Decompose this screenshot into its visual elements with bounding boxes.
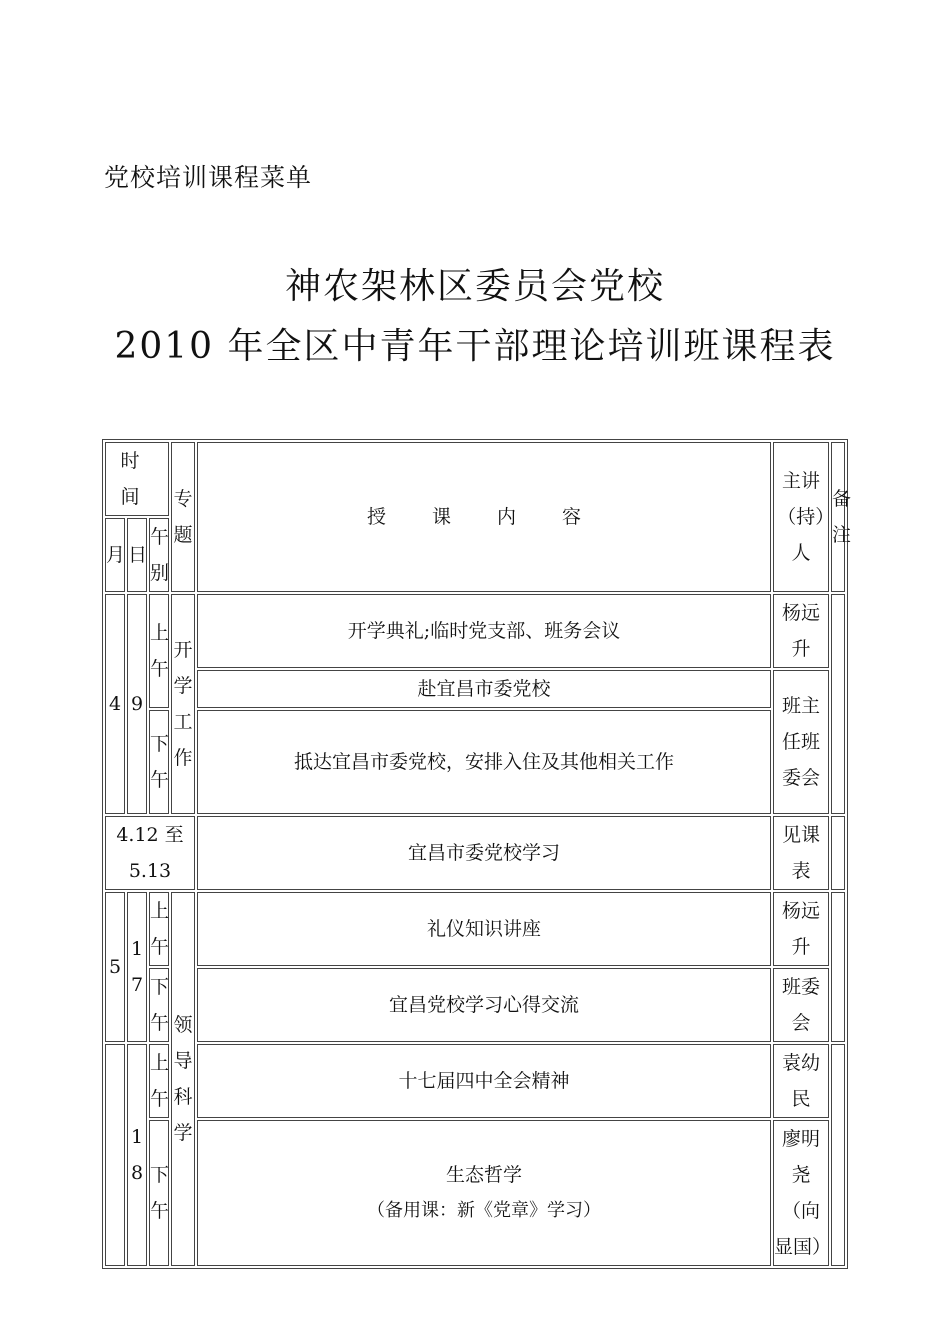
course-content: 开学典礼;临时党支部、班务会议 [197,594,771,668]
course-speaker: 廖明尧（向显国） [773,1120,829,1266]
note-cell [831,594,845,814]
course-speaker: 班主任班委会 [773,670,829,814]
topic-leadership: 领导科学 [171,892,195,1266]
document-heading: 党校培训课程菜单 [104,163,313,192]
course-speaker: 杨远升 [773,594,829,668]
course-speaker: 杨远升 [773,892,829,966]
document-title-line-2: 2010 年全区中青年干部理论培训班课程表 [114,326,836,367]
header-content: 授 课 内 容 [197,442,771,592]
note-cell [831,816,845,890]
course-content: 赴宜昌市委党校 [197,670,771,708]
month-cell: 4 [105,594,125,814]
header-note: 备注 [831,442,845,592]
period-pm: 下午 [149,710,169,814]
course-speaker: 班委会 [773,968,829,1042]
header-time: 时 间 [105,442,169,516]
course-content: 抵达宜昌市委党校，安排入住及其他相关工作 [197,710,771,814]
period-am: 上午 [149,892,169,966]
document-title-line-1: 神农架林区委员会党校 [284,266,665,307]
course-content-multiline [197,1120,771,1266]
course-content-alternate: （备用课：新《党章》学习） [367,1200,601,1221]
course-content: 十七届四中全会精神 [197,1044,771,1118]
course-content: 生态哲学 [445,1164,522,1186]
note-cell [831,892,845,1042]
period-pm: 下午 [149,968,169,1042]
period-am: 上午 [149,1044,169,1118]
header-month: 月 [105,518,125,592]
period-am: 上午 [149,594,169,708]
topic-opening: 开学工作 [171,594,195,814]
date-range-cell: 4.12 至 5.13 [105,816,195,890]
header-day: 日 [127,518,147,592]
course-schedule-table [102,439,852,1269]
month-cell: 5 [105,892,125,1042]
course-content: 宜昌市委党校学习 [197,816,771,890]
day-cell: 17 [127,892,147,1042]
note-cell [831,1044,845,1266]
course-speaker: 见课表 [773,816,829,890]
course-speaker: 袁幼民 [773,1044,829,1118]
period-pm: 下午 [149,1120,169,1266]
day-cell: 18 [127,1044,147,1266]
month-cell [105,1044,125,1266]
header-period: 午别 [149,518,169,592]
course-content: 宜昌党校学习心得交流 [197,968,771,1042]
header-speaker: 主讲（持）人 [773,442,829,592]
day-cell: 9 [127,594,147,814]
header-topic: 专题 [171,442,195,592]
course-content: 礼仪知识讲座 [197,892,771,966]
